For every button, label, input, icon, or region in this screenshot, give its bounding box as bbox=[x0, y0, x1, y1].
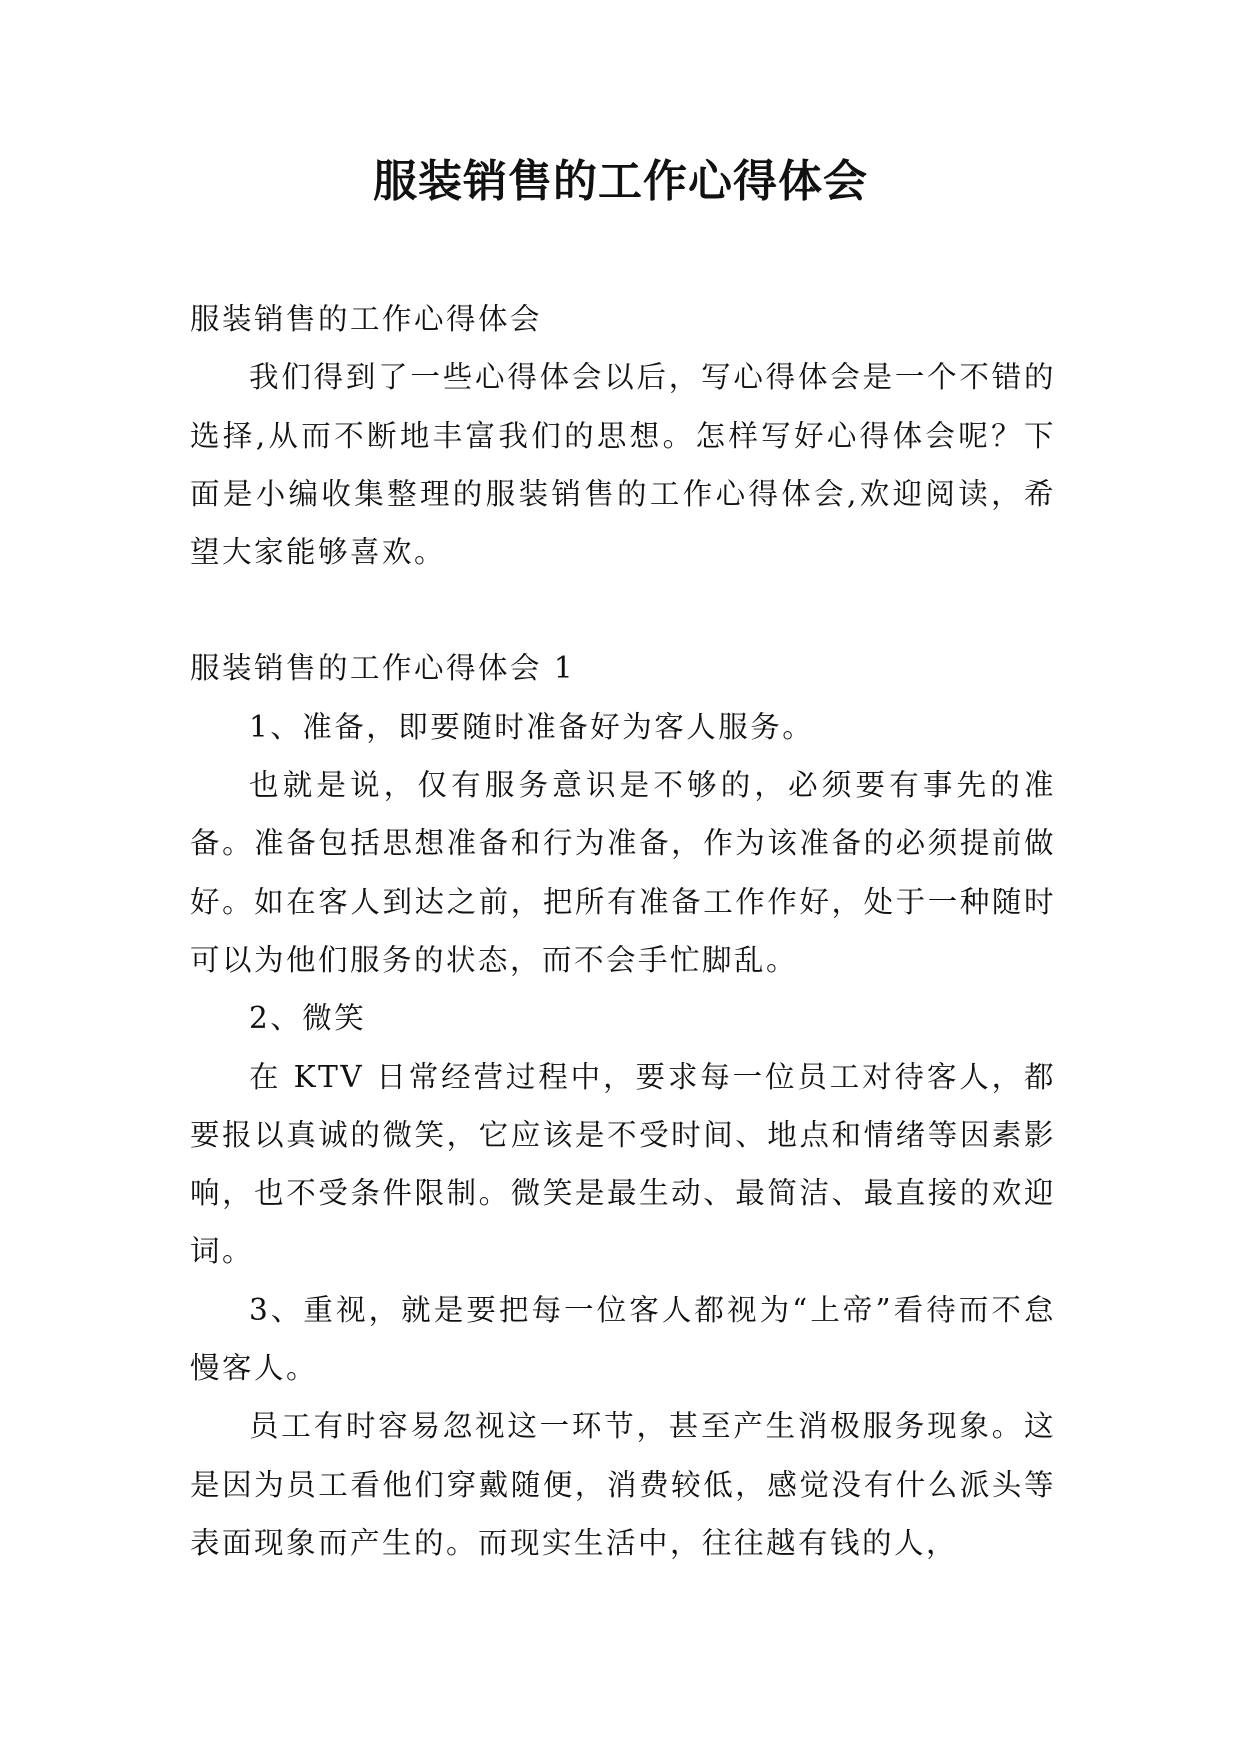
paragraph-spacer bbox=[190, 581, 1056, 639]
point-3-paragraph: 员工有时容易忽视这一环节，甚至产生消极服务现象。这是因为员工看他们穿戴随便，消费较低，感觉没有什么派头等表面现象而产生的。而现实生活中，往往越有钱的人， bbox=[190, 1409, 1056, 1560]
point-3-heading: 3、重视，就是要把每一位客人都视为“上帝”看待而不怠慢客人。 bbox=[190, 1292, 1056, 1386]
point-1-paragraph: 也就是说，仅有服务意识是不够的，必须要有事先的准备。准备包括思想准备和行为准备，作为该准备的必须提前做好。如在客人到达之前，把所有准备工作作好，处于一种随时可以为他们服务的状态，而不会手忙脚乱。 bbox=[190, 768, 1056, 977]
document-title: 服装销售的工作心得体会 bbox=[373, 156, 868, 207]
point-2-paragraph: 在 KTV 日常经营过程中，要求每一位员工对待客人，都要报以真诚的微笑，它应该是不受时间、地点和情绪等因素影响，也不受条件限制。微笑是最生动、最简洁、最直接的欢迎词。 bbox=[190, 1059, 1056, 1269]
point-1-heading: 1、准备，即要随时准备好为客人服务。 bbox=[249, 709, 815, 744]
section-heading: 服装销售的工作心得体会 bbox=[190, 302, 543, 336]
intro-paragraph: 我们得到了一些心得体会以后，写心得体会是一个不错的选择,从而不断地丰富我们的思想。怎样写好心得体会呢？下面是小编收集整理的服装销售的工作心得体会,欢迎阅读，希望大家能够喜欢。 bbox=[190, 360, 1056, 570]
document-body bbox=[190, 290, 1056, 1572]
section-heading-1: 服装销售的工作心得体会 1 bbox=[190, 651, 576, 686]
point-2-heading: 2、微笑 bbox=[249, 1001, 367, 1036]
